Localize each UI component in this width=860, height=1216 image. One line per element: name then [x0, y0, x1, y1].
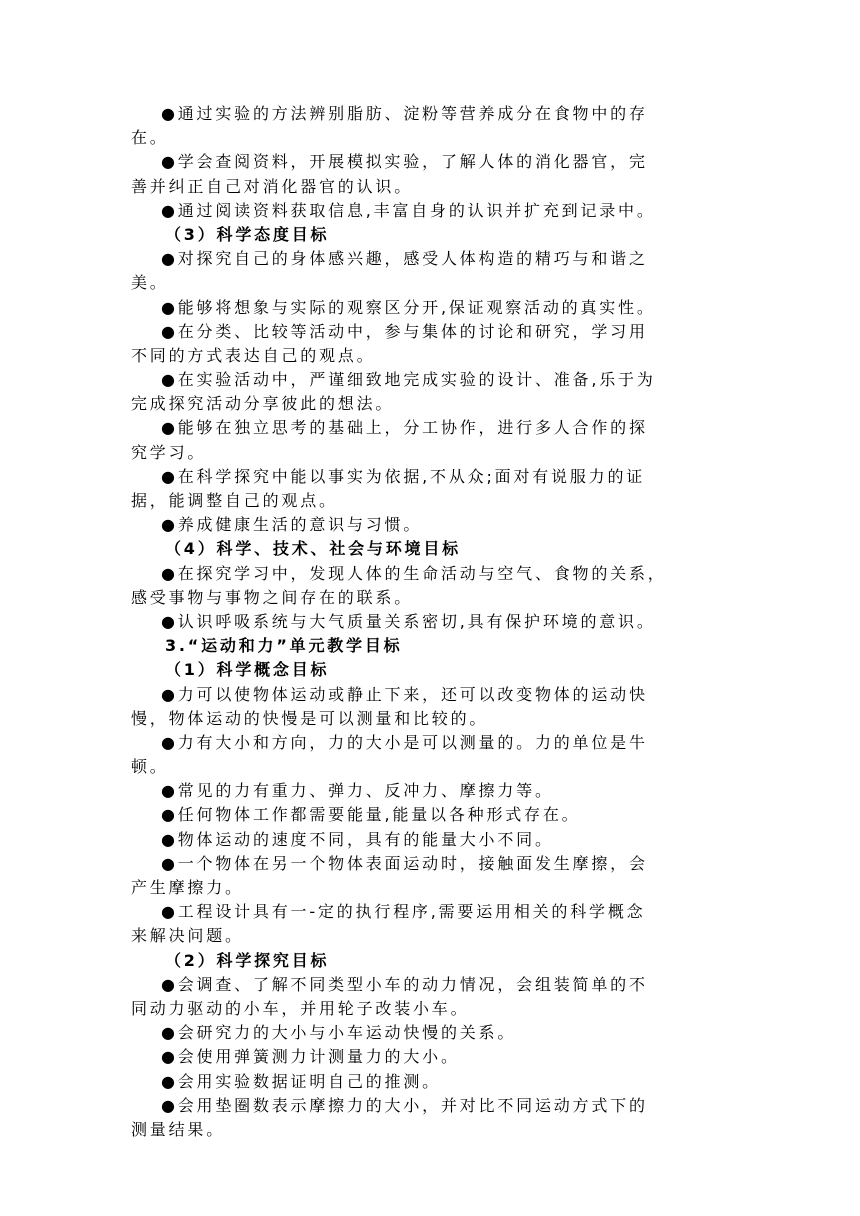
bullet-continuation: 顿。	[131, 757, 169, 777]
bullet-item: ●在实验活动中，严谨细致地完成实验的设计、准备,乐于为	[161, 370, 656, 390]
bullet-item: ●养成健康生活的意识与习惯。	[161, 515, 423, 535]
bullet-item: ●会用实验数据证明自己的推测。	[161, 1071, 441, 1091]
bullet-continuation: 来解决问题。	[131, 926, 244, 946]
section-heading: （3）科学态度目标	[165, 224, 330, 244]
bullet-item: ●在探究学习中，发现人体的生命活动与空气、食物的关系，	[161, 563, 667, 583]
bullet-item: ●任何物体工作都需要能量,能量以各种形式存在。	[161, 805, 581, 825]
bullet-item: ●在分类、比较等活动中，参与集体的讨论和研究，学习用	[161, 321, 648, 341]
bullet-item: ●力有大小和方向，力的大小是可以测量的。力的单位是牛	[161, 732, 648, 752]
bullet-continuation: 感受事物与事物之间存在的联系。	[131, 587, 414, 607]
bullet-item: ●工程设计具有一-定的执行程序,需要运用相关的科学概念	[161, 902, 646, 922]
bullet-continuation: 美。	[131, 273, 169, 293]
bullet-item: ●会用垫圈数表示摩擦力的大小，并对比不同运动方式下的	[161, 1095, 648, 1115]
bullet-item: ●能够将想象与实际的观察区分开,保证观察活动的真实性。	[161, 297, 656, 317]
bullet-continuation: 据，能调整自己的观点。	[131, 491, 338, 510]
bullet-item: ●通过阅读资料获取信息,丰富自身的认识并扩充到记录中。	[161, 200, 656, 220]
bullet-continuation: 善并纠正自己对消化器官的认识。	[131, 176, 414, 196]
bullet-item: ●在科学探究中能以事实为依据,不从众;面对有说服力的证	[161, 466, 646, 486]
bullet-item: ●常见的力有重力、弹力、反冲力、摩擦力等。	[161, 781, 554, 801]
section-heading: （1）科学概念目标	[165, 660, 330, 680]
bullet-item: ●认识呼吸系统与大气质量关系密切,具有保护环境的意识。	[161, 611, 656, 631]
bullet-item: ●通过实验的方法辨别脂肪、淀粉等营养成分在食物中的存	[161, 104, 648, 123]
bullet-continuation: 在。	[131, 128, 169, 148]
document-page	[131, 102, 729, 1142]
bullet-item: ●力可以使物体运动或静止下来，还可以改变物体的运动快	[161, 684, 648, 704]
bullet-item: ●会研究力的大小与小车运动快慢的关系。	[161, 1023, 517, 1043]
bullet-item: ●学会查阅资料，开展模拟实验，了解人体的消化器官，完	[161, 152, 648, 172]
bullet-continuation: 同动力驱动的小车，并用轮子改装小车。	[131, 998, 470, 1018]
bullet-item: ●物体运动的速度不同，具有的能量大小不同。	[161, 829, 554, 849]
bullet-continuation: 测量结果。	[131, 1119, 226, 1139]
section-heading: （4）科学、技术、社会与环境目标	[165, 539, 461, 559]
unit-heading: 3.“运动和力”单元教学目标	[165, 636, 403, 656]
bullet-item: ●能够在独立思考的基础上，分工协作，进行多人合作的探	[161, 418, 648, 438]
bullet-continuation: 究学习。	[131, 442, 207, 462]
bullet-item: ●会使用弹簧测力计测量力的大小。	[161, 1047, 460, 1067]
bullet-item: ●一个物体在另一个物体表面运动时，接触面发生摩擦，会	[161, 853, 648, 873]
bullet-continuation: 完成探究活动分享彼此的想法。	[131, 394, 395, 414]
bullet-item: ●会调查、了解不同类型小车的动力情况，会组装简单的不	[161, 974, 648, 994]
bullet-continuation: 慢，物体运动的快慢是可以测量和比较的。	[131, 708, 489, 728]
bullet-continuation: 不同的方式表达自己的观点。	[131, 345, 376, 365]
section-heading: （2）科学探究目标	[165, 950, 330, 970]
bullet-continuation: 产生摩擦力。	[131, 878, 244, 897]
bullet-item: ●对探究自己的身体感兴趣，感受人体构造的精巧与和谐之	[161, 249, 648, 269]
